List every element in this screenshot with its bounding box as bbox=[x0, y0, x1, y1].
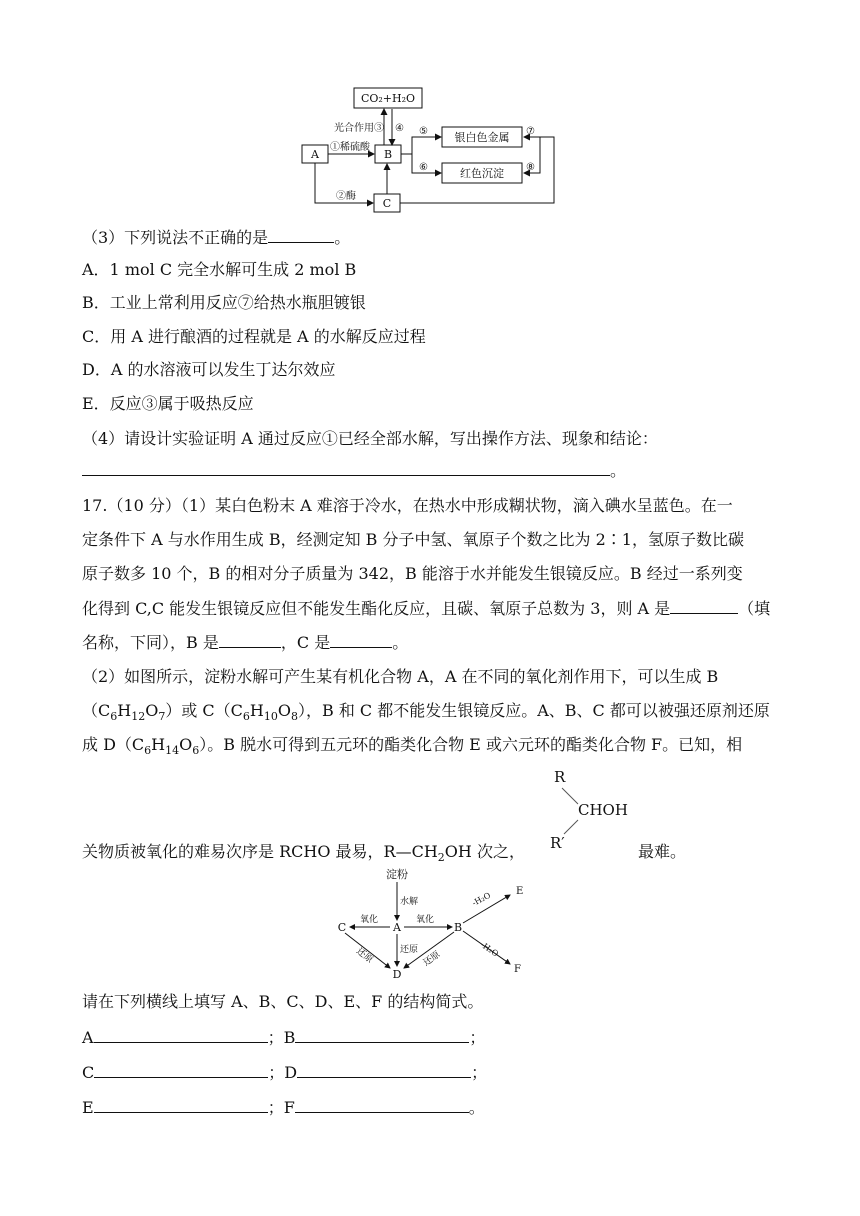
starch-conversion-diagram bbox=[334, 868, 534, 980]
q17-line5: 名称，下同），B 是 ，C 是 。 bbox=[82, 633, 409, 652]
answer-blank[interactable] bbox=[268, 226, 334, 243]
struct-r-prime: R′ bbox=[550, 834, 565, 852]
q4-stem: （4）请设计实验证明 A 通过反应①已经全部水解，写出操作方法、现象和结论： bbox=[82, 429, 658, 448]
node-b: B bbox=[453, 921, 463, 934]
label-4: ④ bbox=[395, 123, 404, 134]
q17-p2-line4-end: 最难。 bbox=[638, 842, 687, 861]
node-a: A bbox=[393, 921, 401, 934]
silver-metal-label: 银白色金属 bbox=[454, 131, 510, 144]
q17-p2-line1: （2）如图所示，淀粉水解可产生某有机化合物 A，A 在不同的氧化剂作用下，可以生成 B bbox=[82, 667, 719, 686]
struct-choh: CHOH bbox=[578, 801, 628, 819]
answer-blank[interactable] bbox=[82, 459, 610, 476]
dehydration-f-label: -H₂O bbox=[478, 940, 501, 959]
reduction-right-label: 还原 bbox=[421, 949, 443, 969]
reduction-left-label: 还原 bbox=[354, 946, 375, 966]
q17-p2-line2: $(C_6H_{12}O_7)$或 $C(C_6H_{10}O_8)$，B 和 C 都不能发生银镜反应。A、B、C 都可以被强还原剂还原 bbox=[82, 701, 770, 724]
q3-stem: （3）下列说法不正确的是 。 bbox=[82, 228, 351, 247]
q17-line1: 17.（10 分）（1）某白色粉末 A 难溶于冷水，在热水中形成糊状物，滴入碘水呈蓝色。在一 bbox=[82, 496, 733, 515]
reduction-mid-label: 还原 bbox=[400, 945, 419, 955]
node-d: D bbox=[392, 968, 402, 980]
q17-line4: 化得到 C,C 能发生银镜反应但不能发生酯化反应，且碳、氧原子总数为 3，则 A 是 （填 bbox=[82, 599, 771, 618]
fill-instruction: 请在下列横线上填写 A、B、C、D、E、F 的结构简式。 bbox=[82, 992, 484, 1011]
q3-option-e: E．反应③属于吸热反应 bbox=[82, 394, 254, 413]
red-precipitate-label: 红色沉淀 bbox=[460, 167, 504, 180]
blank-c[interactable] bbox=[94, 1061, 268, 1078]
node-f: F bbox=[514, 964, 521, 975]
q3-option-a: A．1 mol C 完全水解可生成 2 mol B bbox=[82, 260, 357, 279]
q17-p2-line4: 关物质被氧化的难易次序是 RCHO 最易，$R—CH_2OH$ 次之， bbox=[82, 842, 525, 865]
co2-h2o-label: CO₂+H₂O bbox=[360, 92, 416, 105]
oxidation-left-label: 氧化 bbox=[360, 915, 379, 925]
answer-blank-b[interactable] bbox=[219, 631, 281, 648]
answer-blank-c[interactable] bbox=[330, 631, 392, 648]
node-c: C bbox=[337, 921, 347, 934]
q17-line3: 原子数多 10 个，B 的相对分子质量为 342，B 能溶于水并能发生银镜反应。B 经过一系列变 bbox=[82, 564, 743, 583]
blank-f[interactable] bbox=[295, 1096, 469, 1113]
secondary-alcohol-structure bbox=[540, 764, 650, 854]
dilute-sulfuric-label: ①稀硫酸 bbox=[330, 142, 370, 153]
hydrolysis-label: 水解 bbox=[400, 897, 419, 907]
q3-option-b: B．工业上常利用反应⑦给热水瓶胆镀银 bbox=[82, 293, 366, 312]
node-e: E bbox=[516, 886, 524, 897]
blank-e[interactable] bbox=[94, 1096, 268, 1113]
photosynthesis-label: 光合作用③ bbox=[334, 123, 384, 134]
a-label: A bbox=[311, 148, 319, 161]
label-5: ⑤ bbox=[419, 126, 428, 137]
starch-label: 淀粉 bbox=[386, 868, 408, 881]
struct-r: R bbox=[554, 768, 566, 786]
q17-line2: 定条件下 A 与水作用生成 B，经测定知 B 分子中氢、氧原子个数之比为 2∶1，氢原子数比碳 bbox=[82, 530, 744, 549]
q3-option-c: C．用 A 进行酿酒的过程就是 A 的水解反应过程 bbox=[82, 327, 426, 346]
fill-row-cd: C ；D ； bbox=[82, 1063, 488, 1082]
q17-p2-line3: 成 $D(C_6H_{14}O_6)$。B 脱水可得到五元环的酯类化合物 E 或六元环的酯类化合物 F。已知，相 bbox=[82, 735, 743, 758]
dehydration-e-label: -H₂O bbox=[470, 890, 493, 908]
fill-row-ef: E ；F 。 bbox=[82, 1098, 485, 1117]
blank-b[interactable] bbox=[295, 1026, 469, 1043]
answer-blank-a[interactable] bbox=[670, 597, 738, 614]
q3-option-d: D．A 的水溶液可以发生丁达尔效应 bbox=[82, 360, 336, 379]
label-8: ⑧ bbox=[526, 162, 535, 173]
fill-row-ab: A ；B ； bbox=[82, 1028, 486, 1047]
oxidation-right-label: 氧化 bbox=[416, 915, 435, 925]
enzyme-label: ②酶 bbox=[336, 191, 356, 202]
q4-answer-line: 。 bbox=[82, 459, 626, 482]
label-6: ⑥ bbox=[419, 162, 428, 173]
blank-a[interactable] bbox=[94, 1026, 268, 1043]
label-7: ⑦ bbox=[526, 126, 535, 137]
blank-d[interactable] bbox=[297, 1061, 471, 1078]
c-label: C bbox=[382, 197, 392, 210]
reaction-flow-diagram bbox=[296, 84, 576, 216]
b-label: B bbox=[383, 148, 393, 161]
